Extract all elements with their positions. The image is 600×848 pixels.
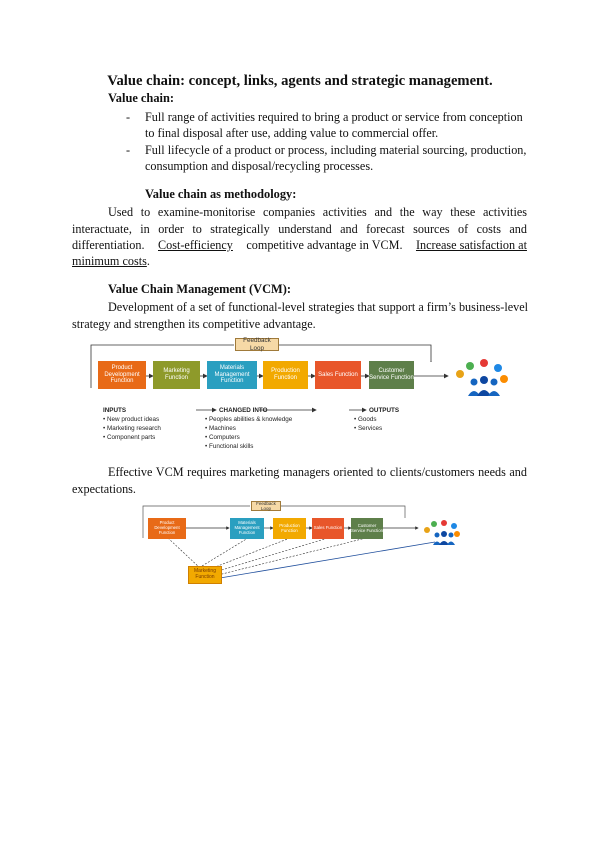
outputs-item-text: Goods — [357, 416, 377, 423]
marketing-function-box: Marketing Function — [188, 566, 222, 584]
product-development-box-2: Product Development Function — [148, 518, 186, 539]
page-title: Value chain: concept, links, agents and strategic management. — [107, 73, 493, 89]
inputs-item-text: Component parts — [106, 434, 156, 441]
underlined-cost-efficiency: Cost-efficiency — [158, 238, 233, 252]
vcm-line-1: Development of a set of functional-level strategies that support a firm’s business-level — [108, 300, 529, 314]
inputs-item: • New product ideas — [103, 416, 160, 423]
sales-box: Sales Function — [315, 361, 361, 389]
underlined-increase-satisfaction: Increase satisfaction at — [415, 238, 527, 252]
production-box: Production Function — [263, 361, 308, 389]
marketing-oriented-diagram — [140, 500, 470, 586]
bullet-1-line1: Full range of activities required to bring a product or service from conception — [145, 110, 523, 124]
inputs-item-text: New product ideas — [106, 416, 160, 423]
inputs-item-text: Marketing research — [106, 425, 161, 432]
customer-service-box: Customer Service Function — [369, 361, 414, 389]
section-heading-vcm: Value Chain Management (VCM): — [108, 282, 291, 296]
inputs-item: • Component parts — [103, 434, 156, 441]
effective-vcm-line-2: expectations. — [72, 482, 136, 496]
customers-icon-2 — [422, 520, 462, 546]
changed-item-text: Functional skills — [208, 443, 254, 450]
changed-item: • Functional skills — [205, 443, 254, 450]
inputs-title — [103, 406, 126, 415]
changed-item-text: Peoples abilities & knowledge — [208, 416, 293, 423]
feedback-loop-label-2: Feedback Loop — [251, 501, 281, 511]
outputs-heading: OUTPUTS — [369, 407, 400, 414]
bullet-2-line2: consumption and disposal/recycling processes. — [145, 159, 374, 173]
text-segment: differentiation. — [72, 238, 145, 252]
methodology-line-1: Used to examine-monitorise companies activities and the way these activities — [108, 205, 527, 219]
outputs-item-text: Services — [357, 425, 383, 432]
methodology-line-4 — [72, 253, 150, 270]
changed-item: • Computers — [205, 434, 240, 441]
value-chain-diagram — [86, 336, 518, 460]
section-heading-value-chain: Value chain: — [108, 91, 174, 105]
changed-item-text: Computers — [208, 434, 240, 441]
marketing-box: Marketing Function — [153, 361, 200, 389]
effective-vcm-line-1: Effective VCM requires marketing managers oriented to clients/customers needs and — [108, 465, 527, 479]
bullet-2-line1: Full lifecycle of a product or process, including material sourcing, production, — [145, 143, 527, 157]
methodology-line-2: interactuate, in order to strategically understand and forecast sources of costs and — [72, 222, 527, 236]
section-heading-methodology: Value chain as methodology: — [145, 187, 297, 201]
bullet-1-line2: to final disposal after use, adding value to commercial offer. — [145, 126, 439, 140]
changed-heading: CHANGED INTO — [219, 407, 268, 414]
changed-item-text: Machines — [208, 425, 236, 432]
outputs-item: • Goods — [354, 416, 377, 423]
text-segment: competitive advantage in VCM. — [246, 238, 403, 252]
production-box-2: Production Function — [273, 518, 306, 539]
customer-service-box-2: Customer Service Function — [351, 518, 383, 539]
vcm-line-2: strategy and strengthen its competitive advantage. — [72, 317, 316, 331]
customers-icon — [454, 358, 510, 398]
methodology-line-3 — [72, 237, 527, 254]
inputs-item: • Marketing research — [103, 425, 161, 432]
text-segment: . — [146, 254, 150, 268]
sales-box-2: Sales Function — [312, 518, 344, 539]
bullet-dash: - — [126, 110, 131, 124]
outputs-title — [369, 406, 399, 415]
feedback-loop-label: Feedback Loop — [235, 338, 279, 351]
bullet-dash: - — [126, 143, 131, 157]
materials-management-box: Materials Management Function — [207, 361, 257, 389]
underlined-minimum-costs: minimum costs — [72, 254, 147, 268]
changed-title — [219, 406, 268, 415]
inputs-heading: INPUTS — [103, 407, 127, 414]
outputs-item: • Services — [354, 425, 383, 432]
changed-item: • Machines — [205, 425, 236, 432]
product-development-box: Product Development Function — [98, 361, 146, 389]
changed-item: • Peoples abilities & knowledge — [205, 416, 293, 423]
materials-management-box-2: Materials Management Function — [230, 518, 264, 539]
